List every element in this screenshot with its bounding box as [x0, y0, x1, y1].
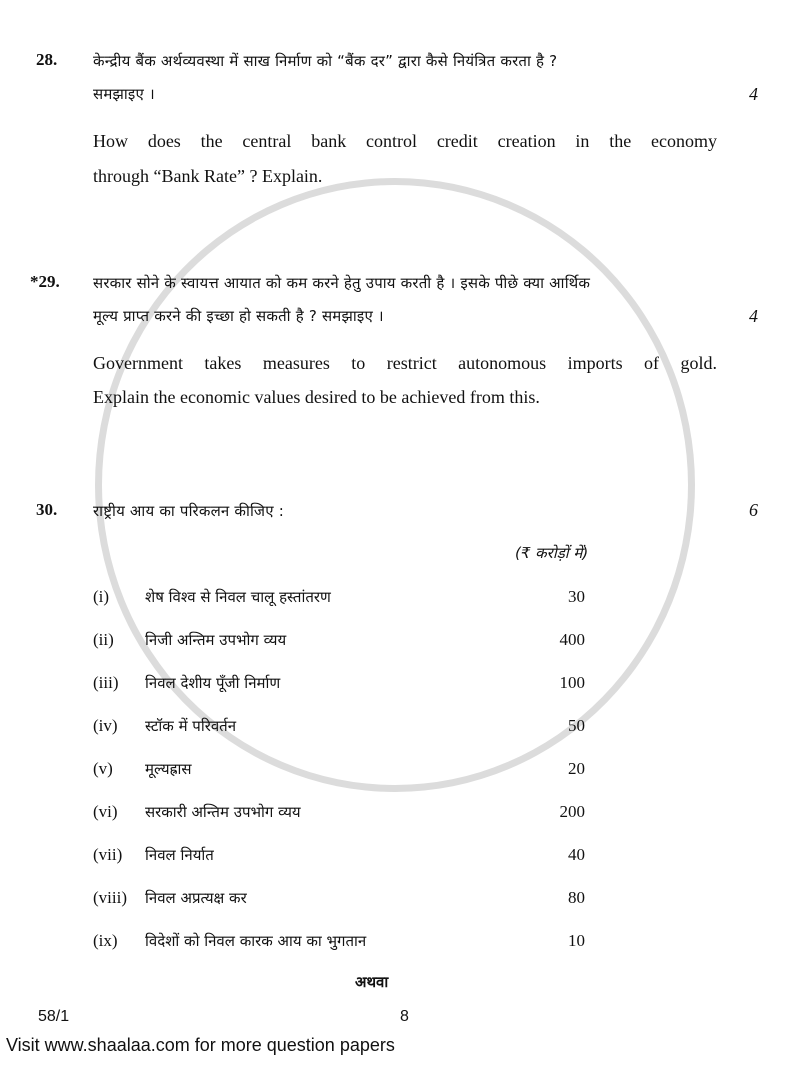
- question-hindi-line: सरकार सोने के स्वायत्त आयात को कम करने हेतु उपाय करती है । इसके पीछे क्या आर्थिक: [93, 274, 591, 292]
- item-value: 40: [568, 845, 585, 864]
- question-hindi-line: केन्द्रीय बैंक अर्थव्यवस्था में साख निर्माण को “बैंक दर” द्वारा कैसे नियंत्रित करता है ?: [93, 52, 558, 70]
- question-hindi-line: समझाइए ।: [93, 85, 155, 103]
- or-label: अथवा: [355, 973, 389, 991]
- item-number: (vi): [93, 802, 118, 821]
- unit-label: (₹ करोड़ों में): [515, 544, 589, 562]
- item-label: शेष विश्व से निवल चालू हस्तांतरण: [145, 588, 331, 606]
- item-label: विदेशों को निवल कारक आय का भुगतान: [145, 932, 367, 950]
- page-number: 8: [400, 1008, 409, 1025]
- item-value: 50: [568, 716, 585, 735]
- item-value: 200: [559, 802, 585, 821]
- item-number: (vii): [93, 845, 123, 864]
- item-value: 100: [559, 673, 585, 692]
- table-row: [93, 802, 593, 826]
- item-label: मूल्यह्रास: [145, 760, 192, 778]
- question-english-line: Explain the economic values desired to be achieved from this.: [93, 387, 540, 407]
- table-row: [93, 587, 593, 611]
- item-number: (v): [93, 759, 113, 778]
- question-english-line: through “Bank Rate” ? Explain.: [93, 166, 323, 186]
- item-value: 80: [568, 888, 585, 907]
- question-hindi-line: मूल्य प्राप्त करने की इच्छा हो सकती है ? समझाइए ।: [93, 307, 384, 325]
- item-label: सरकारी अन्तिम उपभोग व्यय: [145, 803, 301, 821]
- table-row: [93, 845, 593, 869]
- item-number: (ii): [93, 630, 114, 649]
- table-row: [93, 716, 593, 740]
- item-value: 400: [559, 630, 585, 649]
- table-row: [93, 888, 593, 912]
- question-number: *29.: [30, 272, 60, 291]
- item-number: (iv): [93, 716, 118, 735]
- item-value: 30: [568, 587, 585, 606]
- table-row: [93, 931, 593, 955]
- question-marks: 6: [749, 500, 758, 520]
- item-label: निवल अप्रत्यक्ष कर: [145, 889, 247, 907]
- question-marks: 4: [749, 84, 758, 104]
- table-row: [93, 759, 593, 783]
- item-value: 20: [568, 759, 585, 778]
- item-label: निवल निर्यात: [145, 846, 214, 864]
- item-label: निजी अन्तिम उपभोग व्यय: [145, 631, 287, 649]
- promo-link[interactable]: Visit www.shaalaa.com for more question papers: [6, 1035, 395, 1055]
- item-number: (viii): [93, 888, 127, 907]
- item-label: स्टॉक में परिवर्तन: [145, 717, 237, 735]
- question-hindi-line: राष्ट्रीय आय का परिकलन कीजिए :: [93, 502, 284, 520]
- item-label: निवल देशीय पूँजी निर्माण: [145, 674, 281, 692]
- item-number: (ix): [93, 931, 118, 950]
- paper-code: 58/1: [38, 1008, 70, 1025]
- question-number: 30.: [36, 500, 58, 519]
- table-row: [93, 673, 593, 697]
- item-number: (iii): [93, 673, 119, 692]
- item-number: (i): [93, 587, 110, 606]
- item-value: 10: [568, 931, 585, 950]
- watermark-circle: [95, 178, 695, 792]
- question-english-line: Government takes measures to restrict autonomous imports of gold.: [93, 353, 717, 373]
- question-marks: 4: [749, 306, 758, 326]
- table-row: [93, 630, 593, 654]
- question-number: 28.: [36, 50, 58, 69]
- question-english-line: How does the central bank control credit creation in the economy: [93, 131, 717, 151]
